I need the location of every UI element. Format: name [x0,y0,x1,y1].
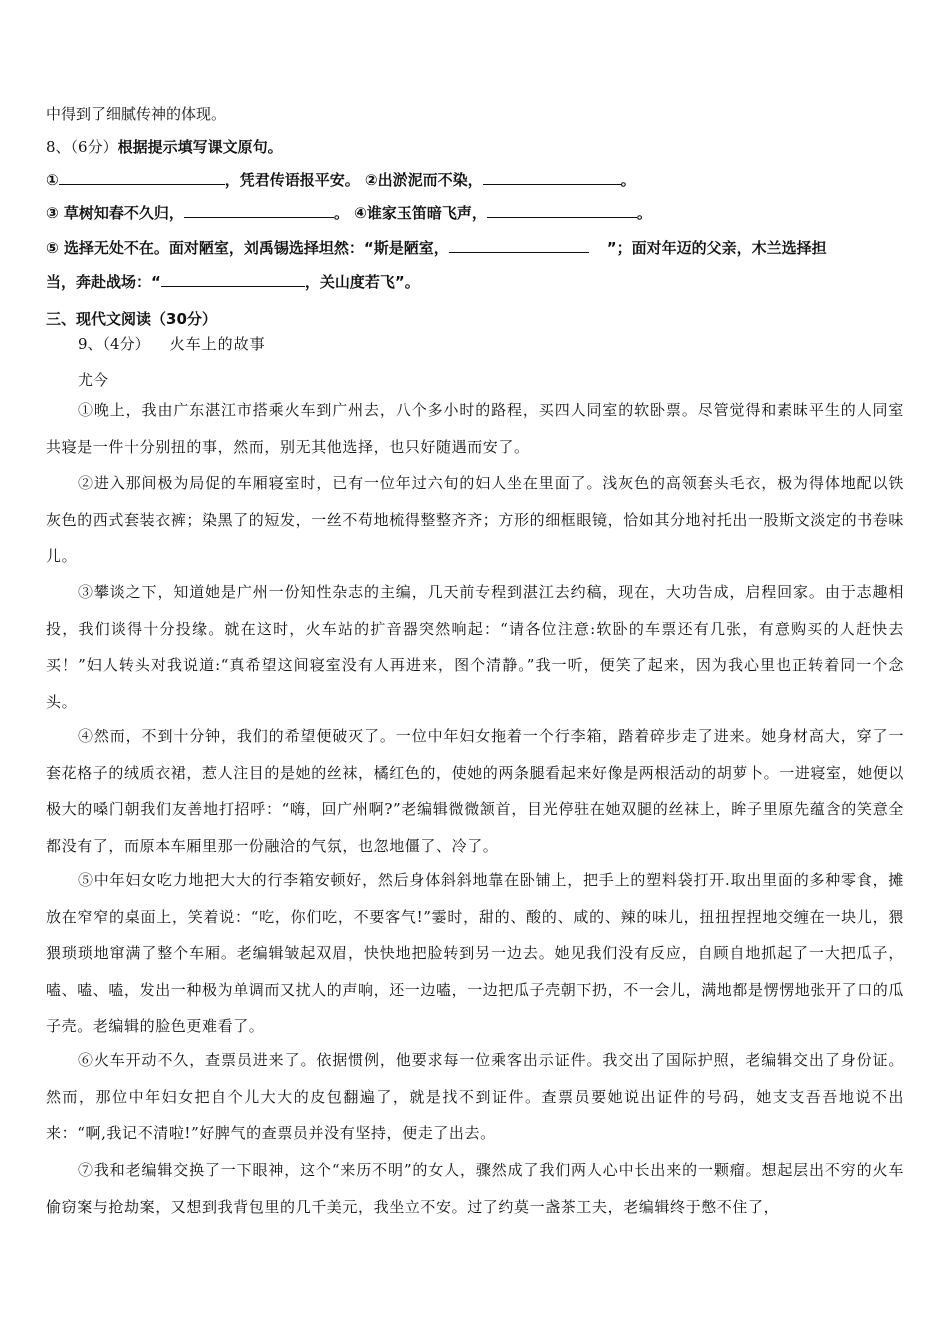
fill-blank-3[interactable] [184,203,334,218]
q8-line2-end: 。 [636,204,652,222]
fill-blank-6[interactable] [161,272,305,287]
fill-blank-2[interactable] [483,170,621,185]
q8-instruction: 根据提示填写课文原句。 [117,138,283,156]
article-paragraph-2: ②进入那间极为局促的车厢寝室时，已有一位年过六旬的妇人坐在里面了。浅灰色的高领套头毛衣，极为得体地配以铁灰色的西式套装衣裤；染黑了的短发，一丝不苟地梳得整整齐齐；方形的细框眼镜，恰如其分地衬托出一股斯文淡定的书卷味儿。 [46,474,905,565]
article-paragraph-6: ⑥火车开动不久，查票员进来了。依据惯例，他要求每一位乘客出示证件。我交出了国际护照，老编辑交出了身份证。然而，那位中年妇女把自个儿大大的皮包翻遍了，就是找不到证件。查票员要她说出证件的号码，她支支吾吾地说不出来：“啊,我记不清啦!”好脾气的查票员并没有坚持，便走了出去。 [46,1051,904,1142]
article-paragraph-5: ⑤中年妇女吃力地把大大的行李箱安顿好，然后身体斜斜地靠在卧铺上，把手上的塑料袋打开.取出里面的多种零食，摊放在窄窄的桌面上，笑着说：“吃，你们吃，不要客气!”霎时，甜的、酸的、咸的、辣的味儿，扭扭捏捏地交缠在一块儿，猥猥琐琐地窜满了整个车厢。老编辑皱起双眉，快快地把脸转到另一边去。她见我们没有反应，自顾自地抓起了一大把瓜子，嗑、嗑、嗑，发出一种极为单调而又扰人的声响，还一边嗑，一边把瓜子壳朝下扔，不一会儿，满地都是愣愣地张开了口的瓜子壳。老编辑的脸色更难看了。 [46,871,905,1035]
article-paragraph-1: ①晚上，我由广东湛江市搭乘火车到广州去，八个多小时的路程，买四人同室的软卧票。尽管觉得和素昧平生的人同室共寝是一件十分别扭的事，然而，别无其他选择，也只好随遇而安了。 [46,401,904,456]
fill-blank-1[interactable] [59,170,225,185]
q8-line2-text-b: 。 ④谁家玉笛暗飞声， [333,204,487,222]
q8-line2-text: ③ 草树知春不久归， [46,204,184,222]
q8-score: （6分） [70,138,118,156]
q8-line4-text: 当，奔赴战场：“ [46,273,161,291]
q8-fill-line-4 [46,271,420,293]
q8-line3-text: ⑤ 选择无处不在。面对陋室，刘禹锡选择坦然：“斯是陋室， [46,239,449,257]
q8-line3-text-b: ”；面对年迈的父亲，木兰选择担 [606,239,827,257]
question-9-header [78,333,266,355]
intro-tail: 中得到了细腻传神的体现。 [46,105,227,123]
question-8-header [46,136,283,158]
article-paragraph-4: ④然而，不到十分钟，我们的希望便破灭了。一位中年妇女拖着一个行李箱，踏着碎步走了进来。她身材高大，穿了一套花格子的绒质衣裙，惹人注目的是她的丝袜，橘红色的，使她的两条腿看起来好像是两根活动的胡萝卜。一进寝室，她便以极大的嗓门朝我们友善地打招呼：“嗨，回广州啊?”老编辑微微颔首，目光停驻在她双腿的丝袜上，眸子里原先蕴含的笑意全都没有了，而原本车厢里那一份融洽的气氛，也忽地僵了、冷了。 [46,727,905,855]
article-author: 尤今 [78,371,109,389]
q8-line1-label: ① [46,171,59,189]
q8-line1-text: ，凭君传语报平安。 ②出淤泥而不染， [224,171,483,189]
q8-fill-line-2 [46,202,652,224]
article-title: 火车上的故事 [169,335,266,353]
q8-fill-line-1 [46,169,636,191]
fill-blank-5[interactable] [449,238,589,253]
q8-number: 8、 [46,138,71,156]
article-paragraph-3: ③攀谈之下，知道她是广州一份知性杂志的主编，几天前专程到湛江去约稿，现在，大功告成，启程回家。由于志趣相投，我们谈得十分投缘。就在这时，火车站的扩音器突然响起：“请各位注意:软卧的车票还有几张，有意购买的人赶快去买！”妇人转头对我说道:“真希望这间寝室没有人再进来，图个清静。”我一听，便笑了起来，因为我心里也正转着同一个念头。 [46,583,904,711]
fill-blank-4[interactable] [487,203,637,218]
q8-line4-text-b: ，关山度若飞”。 [304,273,420,291]
q8-line1-end: 。 [620,171,636,189]
article-paragraph-7: ⑦我和老编辑交换了一下眼神，这个“来历不明”的女人，骤然成了我们两人心中长出来的一颗瘤。想起层出不穷的火车偷窃案与抢劫案，又想到我背包里的几千美元，我坐立不安。过了约莫一盏茶工夫，老编辑终于憋不住了， [46,1161,904,1216]
q9-number: 9、 [78,335,103,353]
q9-score: （4分） [102,335,150,353]
q8-fill-line-3 [46,237,827,259]
section-3-title: 三、现代文阅读（30分） [46,310,217,328]
